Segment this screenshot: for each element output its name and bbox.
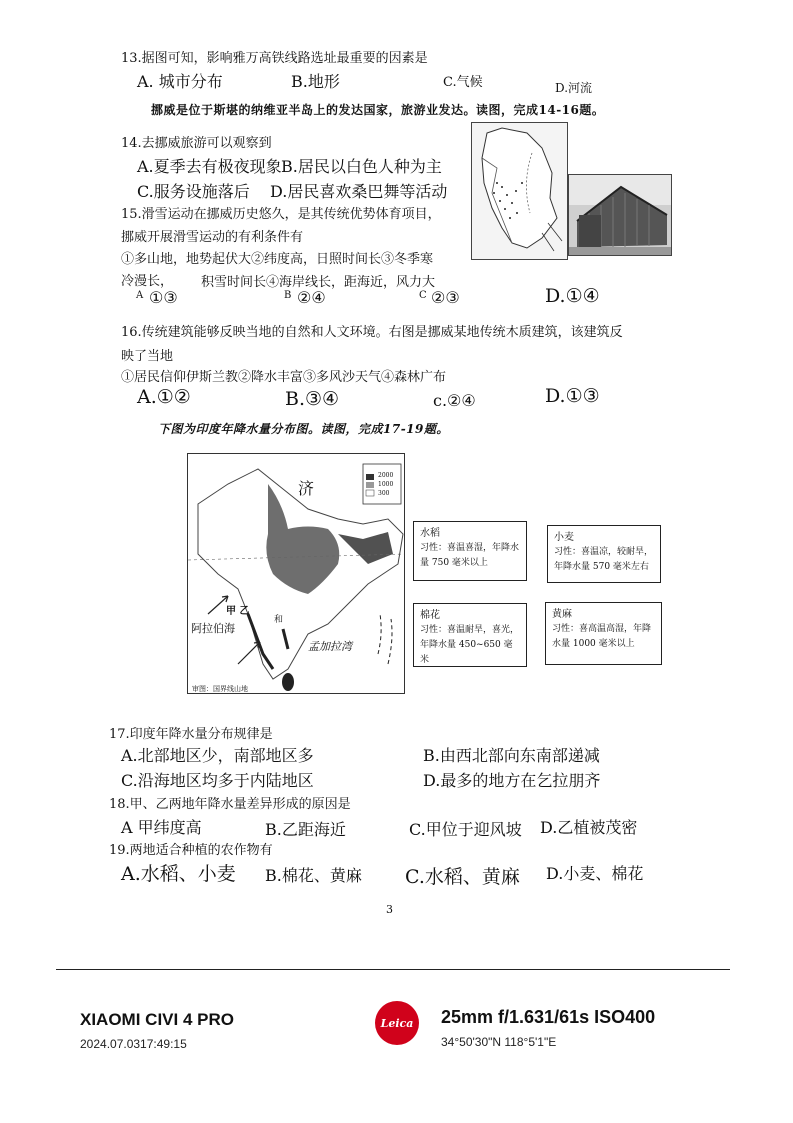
crop-wheat-name: 小麦 bbox=[554, 532, 574, 543]
q15-stem-line1: 15.滑雪运动在挪威历史悠久，是其传统优势体育项目， bbox=[121, 207, 441, 222]
map-source-note: 审图：国界线山地 bbox=[192, 685, 248, 693]
map-legend-1000: 1000 bbox=[378, 481, 394, 488]
q15-option-c-letter: C bbox=[419, 290, 427, 301]
q17-option-b: B.由西北部向东南部递减 bbox=[423, 746, 600, 765]
india-precipitation-map bbox=[187, 453, 405, 694]
map-label-arabian-sea: 阿拉伯海 bbox=[191, 622, 235, 635]
leica-logo-text: Leica bbox=[380, 1016, 414, 1030]
q13-stem: 13.据图可知，影响雅万高铁线路选址最重要的因素是 bbox=[121, 51, 428, 66]
intro-17-19: 下图为印度年降水量分布图。读图，完成17-19题。 bbox=[158, 422, 449, 436]
q17-option-a: A.北部地区少，南部地区多 bbox=[121, 746, 314, 765]
crop-cotton-req: 年降水量 450~650 毫米 bbox=[420, 640, 513, 665]
q15-option-c: ②③ bbox=[431, 288, 460, 307]
q16-option-a: A.①② bbox=[137, 386, 191, 408]
q17-option-d: D.最多的地方在乞拉朋齐 bbox=[423, 771, 601, 790]
q17-option-c: C.沿海地区均多于内陆地区 bbox=[121, 771, 314, 790]
crop-rice-req: 量 750 毫米以上 bbox=[420, 558, 488, 568]
q13-option-a: A. 城市分布 bbox=[137, 72, 223, 91]
q19-option-b: B.棉花、黄麻 bbox=[265, 866, 362, 885]
q19-option-c: C.水稻、黄麻 bbox=[405, 866, 520, 888]
q14-option-c: C.服务设施落后 bbox=[137, 182, 250, 201]
q13-option-b: B.地形 bbox=[291, 72, 340, 91]
crop-jute-req: 水量 1000 毫米以上 bbox=[552, 639, 635, 649]
exif-settings: 25mm f/1.631/61s ISO400 bbox=[441, 1007, 656, 1027]
q13-option-d: D.河流 bbox=[555, 81, 593, 95]
q19-option-d: D.小麦、棉花 bbox=[546, 864, 644, 883]
map-legend-2000: 2000 bbox=[378, 472, 394, 479]
crop-jute-habit: 习性：喜高温高湿，年降 bbox=[552, 624, 652, 634]
device-name: XIAOMI CIVI 4 PRO bbox=[80, 1010, 234, 1029]
q13-option-c: C.气候 bbox=[443, 75, 483, 90]
q15-stem-line3: ①多山地，地势起伏大②纬度高，日照时间长③冬季寒 bbox=[121, 252, 434, 267]
crop-card-wheat bbox=[547, 525, 661, 583]
q14-option-d: D.居民喜欢桑巴舞等活动 bbox=[270, 182, 448, 201]
crop-cotton-habit: 习性：喜温耐旱，喜光， bbox=[420, 625, 520, 635]
q14-option-a: A.夏季去有极夜现象 bbox=[137, 157, 282, 176]
q15-option-d: D.①④ bbox=[545, 285, 600, 307]
q14-stem: 14.去挪威旅游可以观察到 bbox=[121, 136, 272, 151]
q17-stem: 17.印度年降水量分布规律是 bbox=[109, 727, 273, 742]
crop-card-cotton bbox=[413, 603, 527, 667]
q18-option-c: C.甲位于迎风坡 bbox=[409, 820, 522, 839]
q18-stem: 18.甲、乙两地年降水量差异形成的原因是 bbox=[109, 797, 351, 812]
crop-cotton-name: 棉花 bbox=[420, 610, 440, 621]
q15-option-b: ②④ bbox=[297, 288, 326, 307]
q15-stem-line2: 挪威开展滑雪运动的有利条件有 bbox=[121, 230, 304, 245]
crop-rice-habit: 习性：喜温喜湿，年降水 bbox=[420, 543, 520, 553]
q16-option-b: B.③④ bbox=[285, 388, 340, 410]
q15-option-a-letter: A bbox=[136, 290, 144, 301]
map-label-bay-of-bengal: 孟加拉湾 bbox=[308, 640, 352, 653]
q14-option-b: B.居民以白色人种为主 bbox=[281, 157, 442, 176]
q16-stem-line2: 映了当地 bbox=[121, 349, 174, 364]
q18-option-a: A 甲纬度高 bbox=[121, 818, 202, 837]
map-label-he: 和 bbox=[274, 615, 284, 625]
q16-stem-line1: 16.传统建筑能够反映当地的自然和人文环境。右图是挪威某地传统木质建筑，该建筑反 bbox=[121, 325, 623, 340]
q18-option-d: D.乙植被茂密 bbox=[540, 818, 638, 837]
page-number: 3 bbox=[386, 903, 393, 916]
crop-wheat-habit: 习性：喜温凉，较耐旱， bbox=[554, 547, 654, 557]
q15-stem-line4b: 积雪时间长④海岸线长，距海近，风力大 bbox=[201, 275, 436, 290]
gps-coordinates: 34°50'30"N 118°5'1"E bbox=[441, 1035, 557, 1049]
crop-rice-name: 水稻 bbox=[420, 528, 440, 539]
crop-wheat-req: 年降水量 570 毫米左右 bbox=[554, 562, 649, 572]
leica-logo bbox=[375, 1001, 419, 1045]
q18-option-b: B.乙距海近 bbox=[265, 820, 346, 839]
q15-option-b-letter: B bbox=[284, 290, 292, 301]
capture-datetime: 2024.07.0317:49:15 bbox=[80, 1037, 187, 1051]
map-label-jia-yi: 甲 乙 bbox=[226, 606, 250, 617]
q15-stem-line4a: 冷漫长， bbox=[121, 274, 174, 289]
crop-card-jute bbox=[545, 602, 662, 665]
crop-card-rice bbox=[413, 521, 527, 581]
footer-divider bbox=[56, 969, 730, 970]
q15-option-a: ①③ bbox=[149, 288, 178, 307]
q16-stem-line3: ①居民信仰伊斯兰教②降水丰富③多风沙天气④森林广布 bbox=[121, 370, 447, 385]
map-label-ji: 济 bbox=[298, 479, 315, 498]
wooden-building-photo bbox=[568, 174, 672, 256]
q16-option-d: D.①③ bbox=[545, 385, 600, 407]
q16-option-c: c.②④ bbox=[433, 391, 476, 410]
q19-option-a: A.水稻、小麦 bbox=[121, 863, 236, 885]
map-legend-300: 300 bbox=[378, 490, 390, 497]
norway-map-image bbox=[471, 122, 568, 260]
crop-jute-name: 黄麻 bbox=[552, 609, 572, 620]
q19-stem: 19.两地适合种植的农作物有 bbox=[109, 843, 273, 858]
intro-14-16: 挪威是位于斯堪的纳维亚半岛上的发达国家，旅游业发达。读图，完成14-16题。 bbox=[151, 103, 605, 117]
